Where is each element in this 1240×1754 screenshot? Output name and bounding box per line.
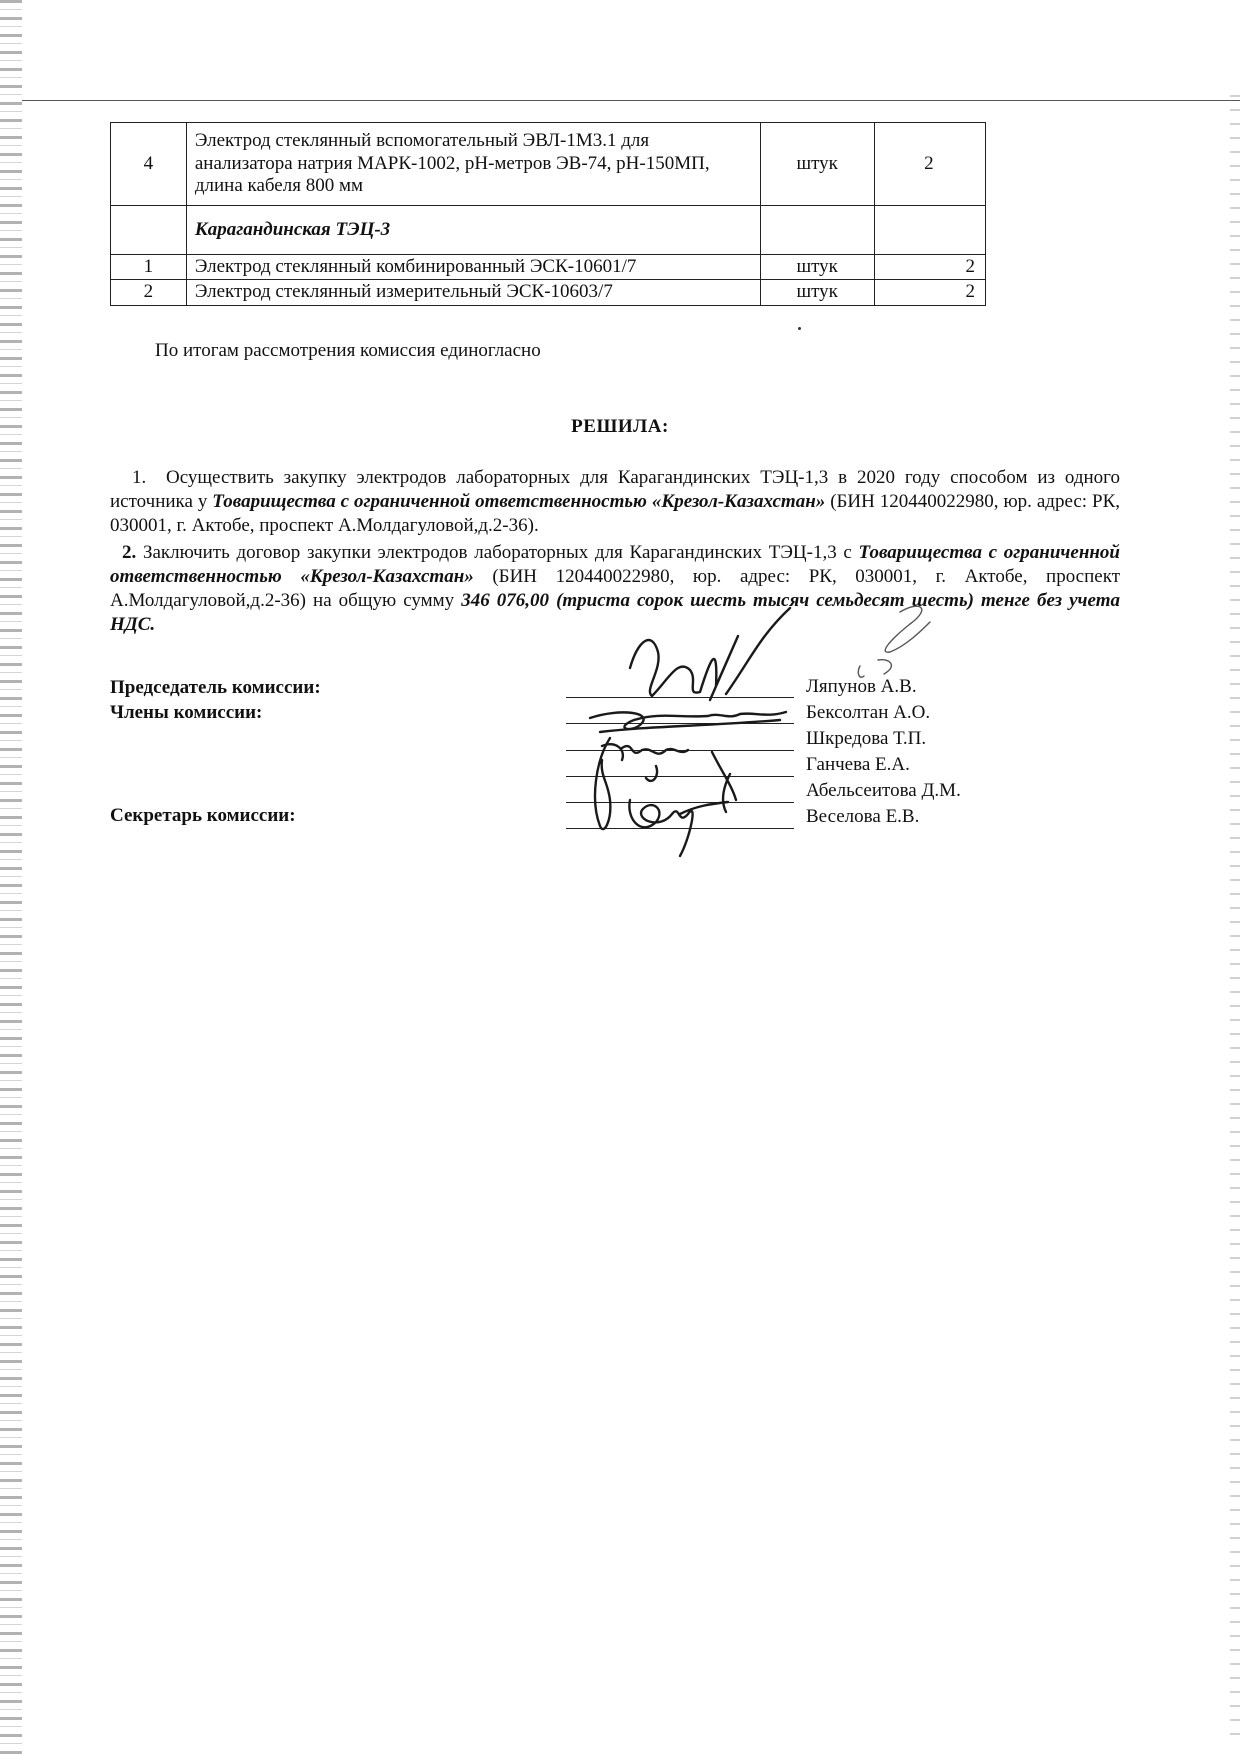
decision-item-number: 2. [122,542,137,563]
decision-item-2: 2. Заключить договор закупки электродов лабораторных для Карагандинских ТЭЦ-1,3 с Товарищества с ограниченной ответственностью «Крезол-Казахстан» (БИН 120440022980, юр. адрес: РК, 030001, г. Актобе, проспект А.Молдагуловой,д.2-36) на общую сумму 346 076,00 (триста сорок шесть тысяч семьдесят шесть) тенге без учета НДС. [110,542,1120,636]
row-number: 2 [111,280,187,305]
signatory-name: Шкредова Т.П. [806,728,927,749]
commission-intro: По итогам рассмотрения комиссия единогласно [155,340,541,361]
page-fold-line [22,100,1240,101]
chair-label: Председатель комиссии: [110,677,321,698]
item-unit: штук [760,280,874,305]
contract-amount: 346 076,00 (триста сорок шесть тысяч семьдесят шесть) тенге без учета НДС. [110,590,1120,636]
members-label: Члены комиссии: [110,702,263,723]
signatory-name: Бексолтан А.О. [806,702,931,723]
item-quantity: 2 [874,255,985,280]
row-number: 4 [111,123,187,206]
decision-item-number: 1. [132,467,147,488]
items-table [110,122,986,306]
table-row [111,280,986,305]
table-row [111,123,986,206]
item-name: Электрод стеклянный комбинированный ЭСК-10601/7 [186,255,760,280]
signatory-name: Ляпунов А.В. [806,676,917,697]
row-number: 1 [111,255,187,280]
item-name: Электрод стеклянный измерительный ЭСК-10603/7 [186,280,760,305]
signatory-name: Веселова Е.В. [806,806,920,827]
handwritten-signatures [560,600,1040,860]
signatory-name: Абельсеитова Д.М. [806,780,961,801]
scan-edge-left [0,0,22,1754]
scan-edge-right [1230,95,1240,1745]
item-unit: штук [760,255,874,280]
item-name: Электрод стеклянный вспомогательный ЭВЛ-1М3.1 для анализатора натрия МАРК-1002, рН-метров ЭВ-74, рН-150МП, длина кабеля 800 мм [186,123,760,206]
item-quantity: 2 [874,280,985,305]
table-group-row [111,206,986,255]
item-unit: штук [760,123,874,206]
decision-item-1: 1. Осуществить закупку электродов лабораторных для Карагандинских ТЭЦ-1,3 в 2020 году способом из одного источника у Товарищества с ограниченной ответственностью «Крезол-Казахстан» (БИН 120440022980, юр. адрес: РК, 030001, г. Актобе, проспект А.Молдагуловой,д.2-36). [110,467,1120,537]
group-title: Карагандинская ТЭЦ-3 [186,206,760,255]
secretary-label: Секретарь комиссии: [110,805,296,826]
signatory-name: Ганчева Е.А. [806,754,910,775]
scan-speck [798,327,801,330]
item-quantity: 2 [874,123,985,206]
table-row [111,255,986,280]
supplier-name: Товарищества с ограниченной ответственностью «Крезол-Казахстан» [110,542,1120,588]
supplier-name: Товарищества с ограниченной ответственностью «Крезол-Казахстан» [212,491,826,513]
decision-heading: РЕШИЛА: [571,416,669,437]
